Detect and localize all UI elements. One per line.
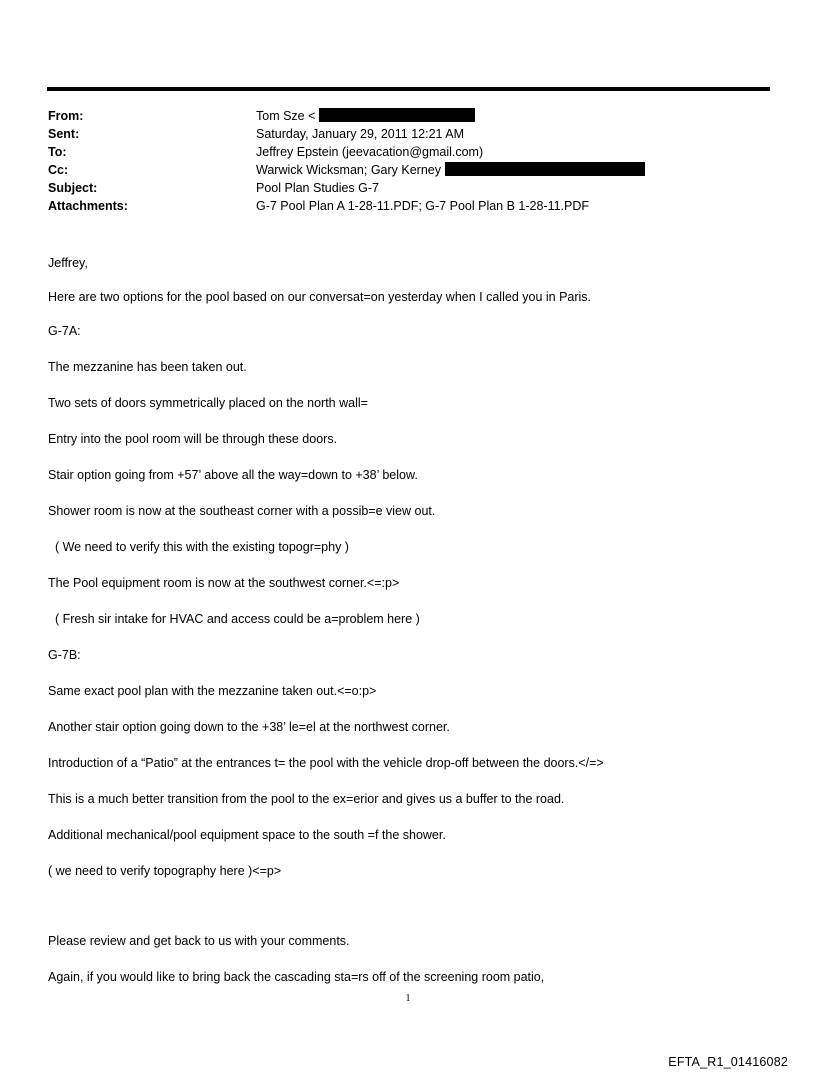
to-label: To: [48,145,67,159]
body-paragraph: The Pool equipment room is now at the southwest corner.<=:p> [48,576,400,590]
body-paragraph: Same exact pool plan with the mezzanine taken out.<=o:p> [48,684,377,698]
body-paragraph: Here are two options for the pool based on our conversat=on yesterday when I called you in Paris. [48,290,592,304]
cc-row [48,161,768,179]
body-paragraph: Stair option going from +57’ above all the way=down to +38’ below. [48,468,418,482]
sent-value: Saturday, January 29, 2011 12:21 AM [256,127,465,141]
to-value: Jeffrey Epstein (jeevacation@gmail.com) [256,145,484,159]
subject-row [48,179,768,197]
body-paragraph: Another stair option going down to the +38’ le=el at the northwest corner. [48,720,450,734]
body-paragraph: ( Fresh sir intake for HVAC and access could be a=problem here ) [48,612,420,626]
from-value-text: Tom Sze < [256,109,316,123]
body-paragraph: Again, if you would like to bring back the cascading sta=rs off of the screening room patio, [48,970,545,984]
from-row [48,107,768,125]
body-paragraph: ( We need to verify this with the existing topogr=phy ) [48,540,349,554]
body-paragraph: Introduction of a “Patio” at the entrances t= the pool with the vehicle drop-off between the doors.</=> [48,756,604,770]
body-paragraph: G-7B: [48,648,81,662]
body-paragraph: ( we need to verify topography here )<=p> [48,864,282,878]
body-paragraph: Shower room is now at the southeast corner with a possib=e view out. [48,504,436,518]
attachments-value: G-7 Pool Plan A 1-28-11.PDF; G-7 Pool Plan B 1-28-11.PDF [256,199,590,213]
subject-label: Subject: [48,181,98,195]
greeting: Jeffrey, [48,256,88,270]
redaction-box [319,108,475,122]
subject-value: Pool Plan Studies G-7 [256,181,379,195]
header-top-rule [47,87,770,91]
to-row [48,143,768,161]
cc-value [256,161,645,179]
from-label: From: [48,109,84,123]
attachments-label: Attachments: [48,199,128,213]
sent-row [48,125,768,143]
body-paragraph: Please review and get back to us with your comments. [48,934,350,948]
document-id: EFTA_R1_01416082 [668,1055,788,1069]
email-header [48,107,768,215]
body-paragraph: The mezzanine has been taken out. [48,360,247,374]
body-paragraph: Entry into the pool room will be through these doors. [48,432,338,446]
attachments-row [48,197,768,215]
page-number: 1 [405,993,411,1004]
body-paragraph: This is a much better transition from the pool to the ex=erior and gives us a buffer to the road. [48,792,565,806]
body-paragraph: G-7A: [48,324,81,338]
cc-label: Cc: [48,163,69,177]
redaction-box [445,162,645,176]
body-paragraph: Two sets of doors symmetrically placed on the north wall= [48,396,368,410]
cc-value-text: Warwick Wicksman; Gary Kerney [256,163,441,177]
body-paragraph: Additional mechanical/pool equipment space to the south =f the shower. [48,828,446,842]
sent-label: Sent: [48,127,80,141]
from-value [256,107,475,125]
